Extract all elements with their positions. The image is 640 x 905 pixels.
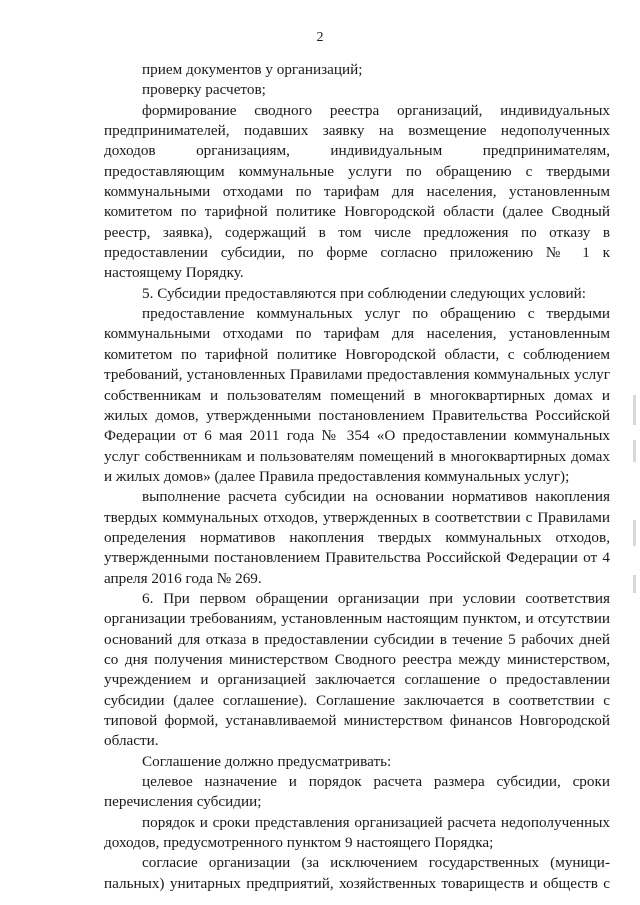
page-number: 2 xyxy=(316,30,324,45)
document-body xyxy=(104,60,610,894)
scan-artifact-mark xyxy=(633,395,636,425)
scan-artifact-mark xyxy=(633,440,636,462)
paragraph-agreement-intro: Соглашение должно предусматривать: xyxy=(142,752,392,770)
paragraph-list-item-check: проверку расчетов; xyxy=(142,81,266,99)
paragraph-agreement-purpose: целевое назначение и порядок расчета размера субсидии, сроки перечисления субсидии; xyxy=(104,773,610,811)
paragraph-agreement-consent: согласие организации (за исключением государственных (муниципальных) унитарных предприятий, хозяйственных товариществ и обществ с xyxy=(104,854,610,892)
paragraph-agreement-procedure: порядок и сроки представления организацией расчета недополученных доходов, предусмотренного пунктом 9 настоящего Порядка; xyxy=(104,813,610,852)
scan-artifact-mark xyxy=(633,575,636,593)
paragraph-list-item-documents: прием документов у организаций; xyxy=(142,61,363,78)
paragraph-section-5-heading: 5. Субсидии предоставляются при соблюдении следующих условий: xyxy=(142,284,587,302)
paragraph-condition-services: предоставление коммунальных услуг по обращению с твердыми коммунальными отходами по тарифам для населения, установленным комитетом по тарифной политике Новгородской области, с соблюдением требований, установленных Правилами предоставления коммунальных услуг собственникам и пользователям помещений в многоквартирных домах и жилых домов, утвержденными постановлением Правительства Российской Федерации от 6 мая 2011 года № 354 «О предоставлении коммунальных услуг собственникам и пользователям помещений в многоквартирных домах и жилых домов» (далее Правила предоставления коммунальных услуг); xyxy=(104,305,610,485)
paragraph-registry-formation: формирование сводного реестра организаций, индивидуальных предпринимателей, подавших заявку на возмещение недополученных доходов организациям, индивидуальным предпринимателям, предоставляющим коммунальные услуги по обращению с твердыми коммунальными отходами по тарифам для населения, установленным комитетом по тарифной политике Новгородской области (далее Сводный реестр, заявка), содержащий в том числе предложения по отказу в предоставлении субсидии, по форме согласно приложению № 1 к настоящему Порядку. xyxy=(104,101,610,282)
paragraph-condition-calculation: выполнение расчета субсидии на основании нормативов накопления твердых коммунальных отходов, утвержденных в соответствии с Правилами определения нормативов накопления твердых коммунальных отходов, утвержденными постановлением Правительства Российской Федерации от 4 апреля 2016 года № 269. xyxy=(104,488,610,587)
paragraph-section-6: 6. При первом обращении организации при условии соответствия организации требованиям, установленным настоящим пунктом, и отсутствии оснований для отказа в предоставлении субсидии в течение 5 рабочих дней со дня получения министерством Сводного реестра между министерством, учреждением и организацией заключается соглашение о предоставлении субсидии (далее соглашение). Соглашение заключается в соответствии с типовой формой, устанавливаемой министерством финансов Новгородской области. xyxy=(104,589,610,750)
scan-artifact-mark xyxy=(633,520,636,546)
